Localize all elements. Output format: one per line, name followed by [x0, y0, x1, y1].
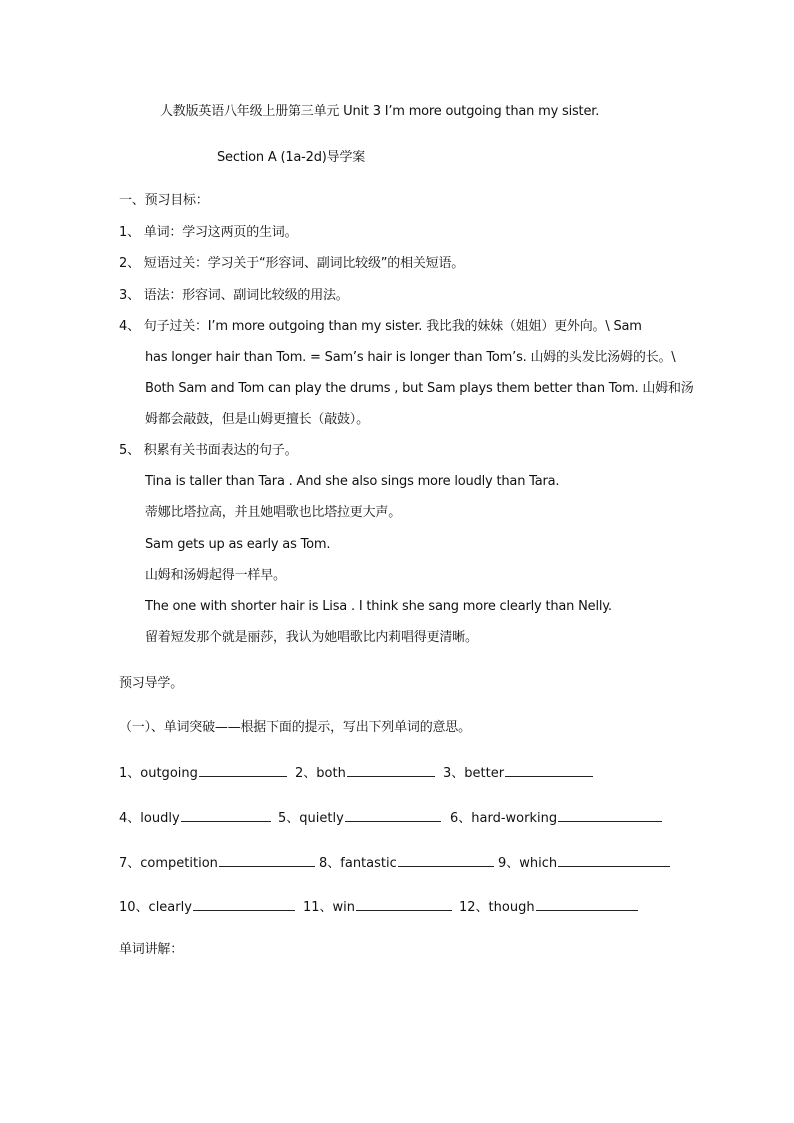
sentence-english: Sam gets up as early as Tom. [145, 537, 331, 552]
vocab-word: 5、quietly [278, 811, 344, 826]
answer-blank[interactable] [219, 854, 315, 867]
answer-blank[interactable] [181, 809, 271, 822]
goal-item: 1、 单词：学习这两页的生词。 [119, 225, 298, 240]
vocab-word: 10、clearly [119, 900, 192, 915]
answer-blank[interactable] [536, 898, 638, 911]
answer-blank[interactable] [199, 764, 287, 777]
sentence-chinese: 留着短发那个就是丽莎，我认为她唱歌比内莉唱得更清晰。 [145, 630, 478, 645]
vocab-word: 8、fantastic [319, 856, 397, 871]
document-title: 人教版英语八年级上册第三单元 Unit 3 I’m more outgoing than my sister. [160, 104, 600, 119]
answer-blank[interactable] [505, 764, 593, 777]
preview-heading: 预习导学。 [119, 676, 184, 691]
answer-blank[interactable] [347, 764, 435, 777]
goal-item-continued: Both Sam and Tom can play the drums , but Sam plays them better than Tom. 山姆和汤 [145, 381, 694, 396]
vocab-word: 1、outgoing [119, 766, 198, 781]
sentence-english: Tina is taller than Tara . And she also sings more loudly than Tara. [145, 474, 560, 489]
document-subtitle: Section A (1a-2d)导学案 [217, 150, 366, 165]
answer-blank[interactable] [398, 854, 494, 867]
vocab-heading: （一）、单词突破——根据下面的提示，写出下列单词的意思。 [119, 720, 471, 735]
goal-item: 4、 句子过关：I’m more outgoing than my sister. 我比我的妹妹（姐姐）更外向。\ Sam [119, 319, 642, 334]
answer-blank[interactable] [558, 809, 662, 822]
vocab-word: 6、hard-working [450, 811, 558, 826]
explain-heading: 单词讲解： [119, 942, 184, 957]
answer-blank[interactable] [345, 809, 441, 822]
goals-heading: 一、预习目标： [119, 193, 209, 208]
goal-item-continued: has longer hair than Tom. = Sam’s hair is longer than Tom’s. 山姆的头发比汤姆的长。\ [145, 350, 676, 365]
vocab-word: 11、win [303, 900, 356, 915]
vocab-word: 7、competition [119, 856, 218, 871]
sentence-chinese: 蒂娜比塔拉高，并且她唱歌也比塔拉更大声。 [145, 505, 402, 520]
vocab-word: 9、which [498, 856, 558, 871]
vocab-word: 12、though [459, 900, 535, 915]
answer-blank[interactable] [356, 898, 452, 911]
answer-blank[interactable] [558, 854, 670, 867]
sentence-chinese: 山姆和汤姆起得一样早。 [145, 568, 286, 583]
goal-item: 2、 短语过关：学习关于“形容词、副词比较级”的相关短语。 [119, 256, 465, 271]
answer-blank[interactable] [193, 898, 295, 911]
sentence-english: The one with shorter hair is Lisa . I think she sang more clearly than Nelly. [145, 599, 612, 614]
vocab-word: 4、loudly [119, 811, 180, 826]
goal-item: 5、 积累有关书面表达的句子。 [119, 443, 298, 458]
goal-item: 3、 语法：形容词、副词比较级的用法。 [119, 288, 349, 303]
goal-item-continued: 姆都会敲鼓，但是山姆更擅长（敲鼓）。 [145, 412, 369, 427]
vocab-word: 3、better [443, 766, 505, 781]
vocab-word: 2、both [295, 766, 346, 781]
